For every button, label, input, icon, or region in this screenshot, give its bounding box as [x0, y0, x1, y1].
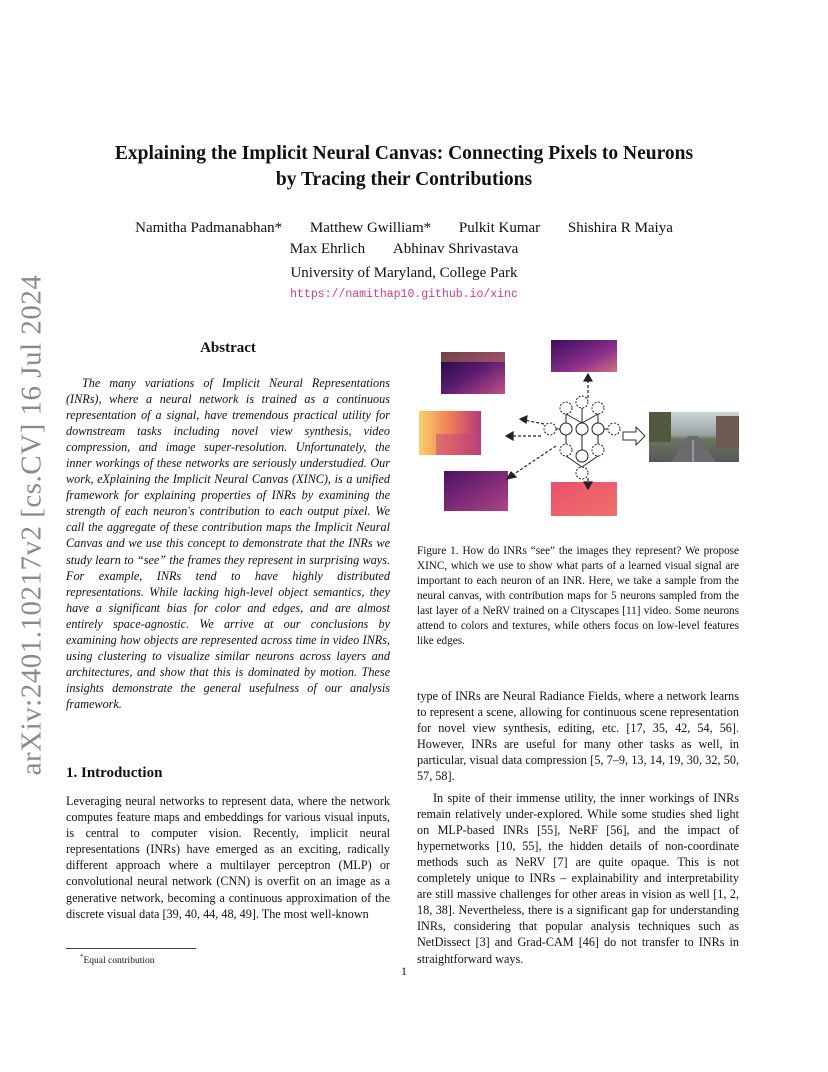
title-line-1: Explaining the Implicit Neural Canvas: Connecting Pixels to Neurons: [114, 143, 694, 164]
output-frame-icon: [649, 412, 739, 462]
arrow-icons: [506, 374, 592, 489]
page-number: 1: [401, 964, 407, 978]
author: Pulkit Kumar: [458, 220, 541, 236]
author: Matthew Gwilliam*: [309, 220, 432, 236]
paragraph: In spite of their immense utility, the inner workings of INRs remain relatively under-explored. While some studies shed light on MLP-based INRs [55], NeRF [56], and the impact of hypernetworks [10, 55], the hidden details of non-coordinate methods such as NeRV [7] are quite opaque. This is not completely unique to INRs – explainability and interpretability are still massive challenges for other areas in vision as well [1, 2, 18, 38]. Nevertheless, there is a significant gap for understanding INRs, considering that popular analysis techniques such as NetDissect [3] and Grad-CAM [46] do not transfer to INRs in straightforward ways.: [417, 790, 739, 966]
neural-network-icon: [544, 396, 620, 479]
author: Max Ehrlich: [289, 241, 366, 257]
project-url-link[interactable]: https://namithap10.github.io/xinc: [290, 288, 518, 301]
figure-1-caption: Figure 1. How do INRs “see” the images they represent? We propose XINC, which we use to show what parts of a learned visual signal are important to each neuron of an INR. Here, we take a sample from the neural canvas, with contribution maps for 5 neurons sampled from the last layer of a NeRV trained on a Cityscapes [11] video. Some neurons attend to colors and textures, while others focus on low-level features like edges.: [417, 545, 739, 647]
intro-paragraph: Leveraging neural networks to represent data, where the network computes feature maps and embeddings for various visual inputs, is central to computer vision. Recently, implicit neural representations (INRs) have emerged as an exciting, radically different approach where a multilayer perceptron (MLP) or convolutional neural network (CNN) is overfit on an image as a generative network, becoming a continuous approximation of the discrete visual data [39, 40, 44, 48, 49]. The most well-known: [66, 794, 390, 921]
abstract-body: The many variations of Implicit Neural Representations (INRs), where a neural network is trained as a continuous representation of a signal, have tremendous practical utility for downstream tasks including novel view synthesis, video compression, and image super-resolution. Unfortunately, the inner workings of these networks are seriously understudied. Our work, eXplaining the Implicit Neural Canvas (XINC), is a unified framework for explaining properties of INRs by examining the strength of each neuron's contribution to each output pixel. We call the aggregate of these contribution maps the Implicit Neural Canvas and we use this concept to demonstrate that the INRs we study learn to “see” the frames they represent in surprising ways. For example, INRs tend to have highly distributed representations. While lacking high-level object semantics, they have a significant bias for color and edges, and are almost entirely space-agnostic. We arrive at our conclusions by examining how objects are represented across time in video INRs, using clustering to visualize similar neurons across layers and architectures, and show that this is dominated by motion. These insights demonstrate the general usefulness of our analysis framework.: [66, 376, 390, 711]
footnote-text: Equal contribution: [83, 956, 155, 967]
footnote-divider: [66, 948, 196, 949]
right-column-text: [417, 688, 739, 967]
abstract-heading: Abstract: [200, 340, 256, 356]
title-line-2: by Tracing their Contributions: [275, 169, 533, 190]
author: Abhinav Shrivastava: [392, 241, 519, 257]
right-arrow-icon: [623, 427, 645, 445]
arxiv-stamp-text: arXiv:2401.10217v2 [cs.CV] 16 Jul 2024: [15, 274, 48, 776]
figure-1: [416, 336, 760, 516]
affiliation: University of Maryland, College Park: [290, 265, 518, 281]
paragraph: type of INRs are Neural Radiance Fields, where a network learns to represent a scene, allowing for continuous scene representation for novel view synthesis, editing, etc. [17, 35, 42, 54, 56]. However, INRs are useful for many other tasks as well, in particular, visual data compression [5, 7–9, 13, 14, 19, 30, 32, 50, 57, 58].: [417, 689, 739, 784]
section-heading-introduction: 1. Introduction: [66, 765, 163, 781]
author: Namitha Padmanabhan*: [135, 220, 283, 236]
arxiv-stamp: [12, 274, 52, 776]
paper-title: [100, 141, 708, 193]
author: Shishira R Maiya: [567, 220, 673, 236]
contribution-map-icon: [419, 340, 617, 516]
footnote-mark: *: [80, 953, 84, 961]
author-list: [110, 218, 698, 260]
footnote: [80, 953, 154, 966]
